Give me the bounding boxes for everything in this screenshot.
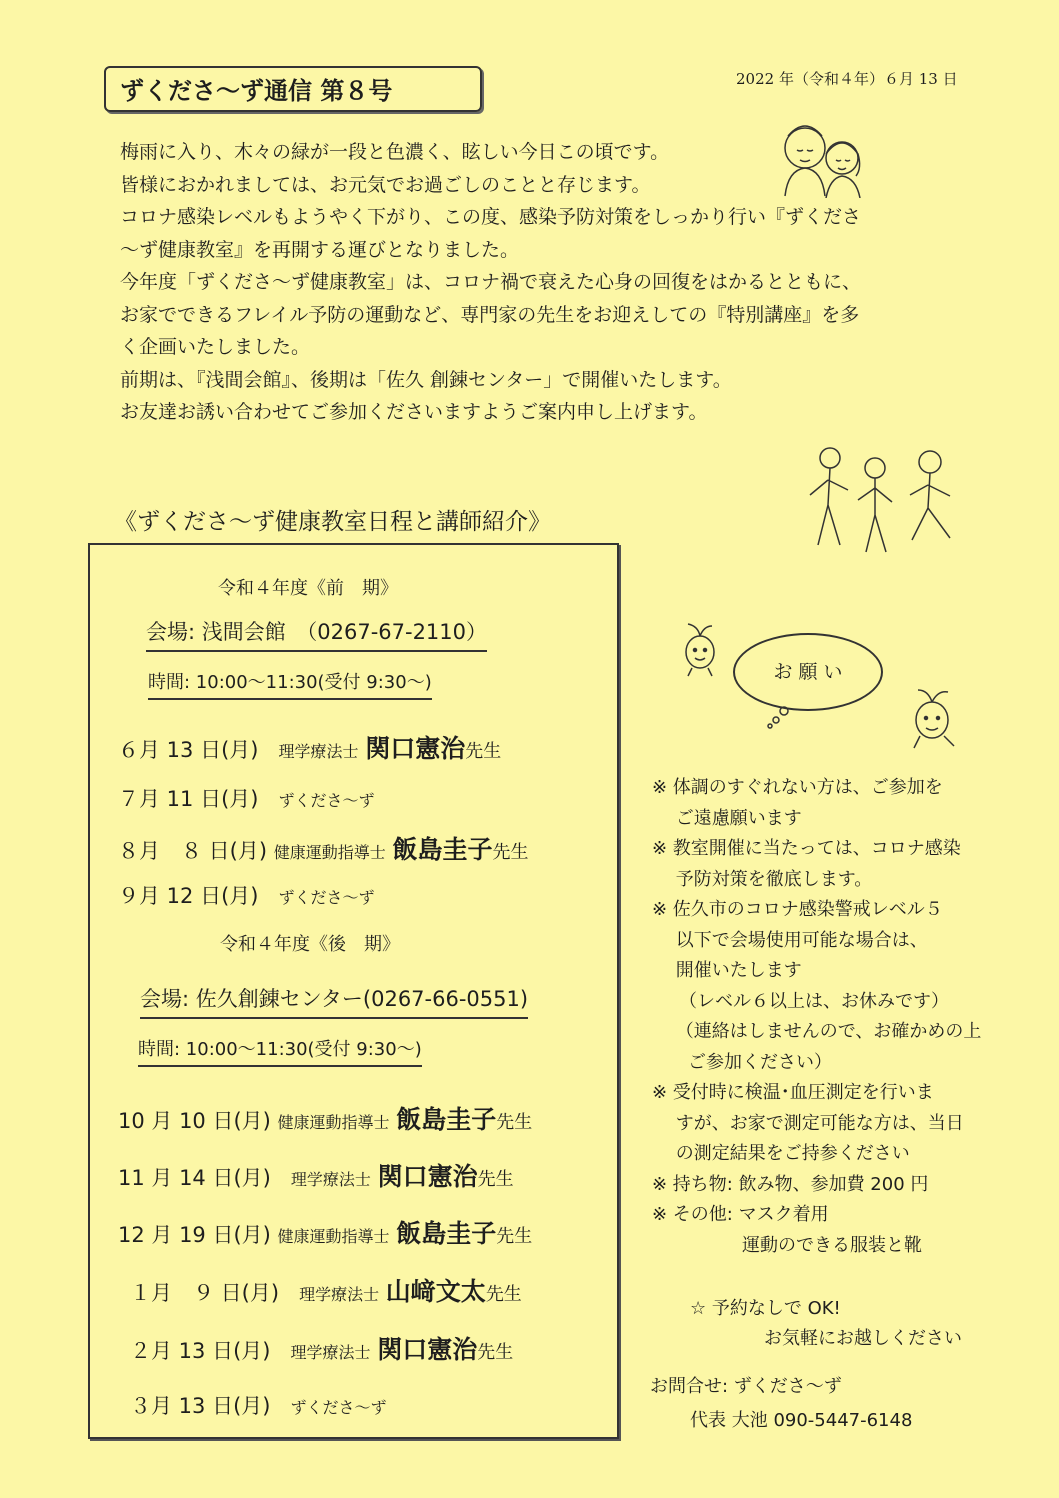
note-line: ※ 教室開催に当たっては、コロナ感染 [652, 838, 961, 859]
reservation-note: ☆ 予約なしで OK! [690, 1298, 841, 1319]
intro-line: く企画いたしました。 [120, 336, 311, 358]
intro-line: コロナ感染レベルもようやく下がり、この度、感染予防対策をしっかり行い『ずくださ [120, 206, 862, 228]
walking-people-illustration [800, 440, 970, 555]
instructor-suffix: 先生 [477, 1169, 514, 1190]
instructor-name: 飯島圭子 [396, 1105, 497, 1134]
welcome-note: お気軽にお越しください [764, 1328, 962, 1349]
session-date: ９月 12 日(月) [118, 884, 259, 908]
note-line: 予防対策を徹底します。 [652, 868, 873, 890]
note-line: の測定結果をご持参ください [652, 1143, 910, 1164]
second-term-heading: 令和４年度《後 期》 [220, 934, 400, 955]
instructor-suffix: 先生 [496, 1112, 533, 1133]
instructor-role: 健康運動指導士 [273, 843, 386, 862]
instructor-name: 飯島圭子 [396, 1219, 497, 1248]
instructor-name: 飯島圭子 [392, 835, 493, 864]
mascot-right-illustration [904, 686, 964, 750]
mascot-left-illustration [678, 622, 728, 678]
intro-text [120, 136, 940, 429]
instructor-suffix: 先生 [477, 1342, 514, 1363]
intro-line: お家でできるフレイル予防の運動など、専門家の先生をお迎えしての『特別講座』を多 [120, 303, 860, 326]
intro-line: 〜ず健康教室』を再開する運びとなりました。 [120, 238, 520, 261]
session-date: ６月 13 日(月) [118, 738, 259, 762]
intro-line: お友達お誘い合わせてご参加くださいますようご案内申し上げます。 [120, 401, 708, 423]
note-line: 以下で会場使用可能な場合は、 [652, 929, 928, 951]
intro-line: 皆様におかれましては、お元気でお過ごしのことと存じます。 [120, 173, 651, 196]
schedule-row [118, 729, 501, 765]
schedule-row [118, 830, 528, 866]
intro-line: 今年度「ずくださ〜ず健康教室」は、コロナ禍で衰えた心身の回復をはかるとともに、 [120, 271, 862, 293]
instructor-role: 理学療法士 [299, 1285, 380, 1304]
schedule-row [130, 1330, 513, 1366]
first-term-heading: 令和４年度《前 期》 [218, 578, 398, 599]
note-line: ※ 持ち物: 飲み物、参加費 200 円 [652, 1173, 929, 1195]
instructor-name: 関口憲治 [365, 734, 466, 763]
contact-label: お問合せ: ずくださ〜ず [650, 1376, 842, 1397]
bubble-tail-icon [764, 706, 794, 730]
instructor-name: 山﨑文太 [385, 1277, 486, 1306]
newsletter-title: ずくださ〜ず通信 第８号 [104, 66, 482, 112]
note-line: ※ 受付時に検温･血圧測定を行いま [652, 1082, 934, 1103]
session-date: ３月 13 日(月) [130, 1394, 271, 1418]
instructor-name: 関口憲治 [377, 1335, 478, 1364]
session-date: 11 月 14 日(月) [118, 1166, 271, 1190]
session-date: ７月 11 日(月) [118, 787, 259, 811]
schedule-row [118, 1100, 532, 1136]
schedule-row [118, 1214, 532, 1250]
note-line: ※ 体調のすぐれない方は、ご参加を [652, 777, 943, 798]
note-line: 開催いたします [652, 960, 802, 981]
request-bubble: お 願 い [733, 633, 883, 711]
intro-line: 梅雨に入り、木々の緑が一段と色濃く、眩しい今日この頃です。 [120, 141, 670, 163]
instructor-role: 健康運動指導士 [277, 1227, 390, 1246]
schedule-row [118, 783, 375, 813]
issue-date: 2022 年（令和４年）６月 13 日 [736, 70, 958, 88]
instructor-suffix: 先生 [496, 1226, 533, 1247]
schedule-row [130, 1272, 522, 1308]
instructor-role: ずくださ〜ず [278, 888, 375, 907]
request-notes [652, 773, 981, 1261]
note-line: すが、お家で測定可能な方は、当日 [652, 1112, 964, 1134]
note-line: ご参加ください） [652, 1051, 832, 1073]
first-term-time: 時間: 10:00〜11:30(受付 9:30〜) [148, 668, 432, 700]
instructor-role: 健康運動指導士 [277, 1113, 390, 1132]
session-date: 10 月 10 日(月) [118, 1109, 271, 1133]
session-date: １月 ９ 日(月) [130, 1281, 280, 1305]
schedule-row [118, 880, 375, 910]
note-line: （連絡はしませんので、お確かめの上 [652, 1021, 982, 1042]
instructor-role: ずくださ〜ず [290, 1398, 387, 1417]
session-date: 12 月 19 日(月) [118, 1223, 271, 1247]
instructor-role: ずくださ〜ず [278, 791, 375, 810]
instructor-role: 理学療法士 [278, 742, 359, 761]
note-line: （レベル６以上は、お休みです） [652, 990, 949, 1012]
note-line: 運動のできる服装と靴 [652, 1234, 922, 1256]
second-term-time: 時間: 10:00〜11:30(受付 9:30〜) [138, 1035, 422, 1067]
schedule-row [118, 1157, 514, 1193]
second-term-venue: 会場: 佐久創錬センター(0267-66-0551) [140, 983, 528, 1019]
note-line: ※ その他: マスク着用 [652, 1204, 829, 1225]
first-term-venue: 会場: 浅間会館 （0267-67-2110） [146, 616, 487, 652]
instructor-suffix: 先生 [485, 1284, 522, 1305]
instructor-name: 関口憲治 [377, 1162, 478, 1191]
session-date: ２月 13 日(月) [130, 1339, 271, 1363]
note-line: ※ 佐久市のコロナ感染警戒レベル５ [652, 899, 943, 920]
instructor-role: 理学療法士 [290, 1343, 371, 1362]
schedule-section-title: 《ずくださ〜ず健康教室日程と講師紹介》 [114, 509, 551, 535]
schedule-row [130, 1390, 387, 1420]
contact-person: 代表 大池 090-5447-6148 [690, 1410, 913, 1431]
instructor-role: 理学療法士 [290, 1170, 371, 1189]
instructor-suffix: 先生 [492, 842, 529, 863]
intro-line: 前期は、『浅間会館』、後期は「佐久 創錬センター」で開催いたします。 [120, 368, 732, 391]
note-line: ご遠慮願います [652, 807, 802, 829]
session-date: ８月 ８ 日(月) [118, 839, 268, 863]
instructor-suffix: 先生 [465, 741, 502, 762]
